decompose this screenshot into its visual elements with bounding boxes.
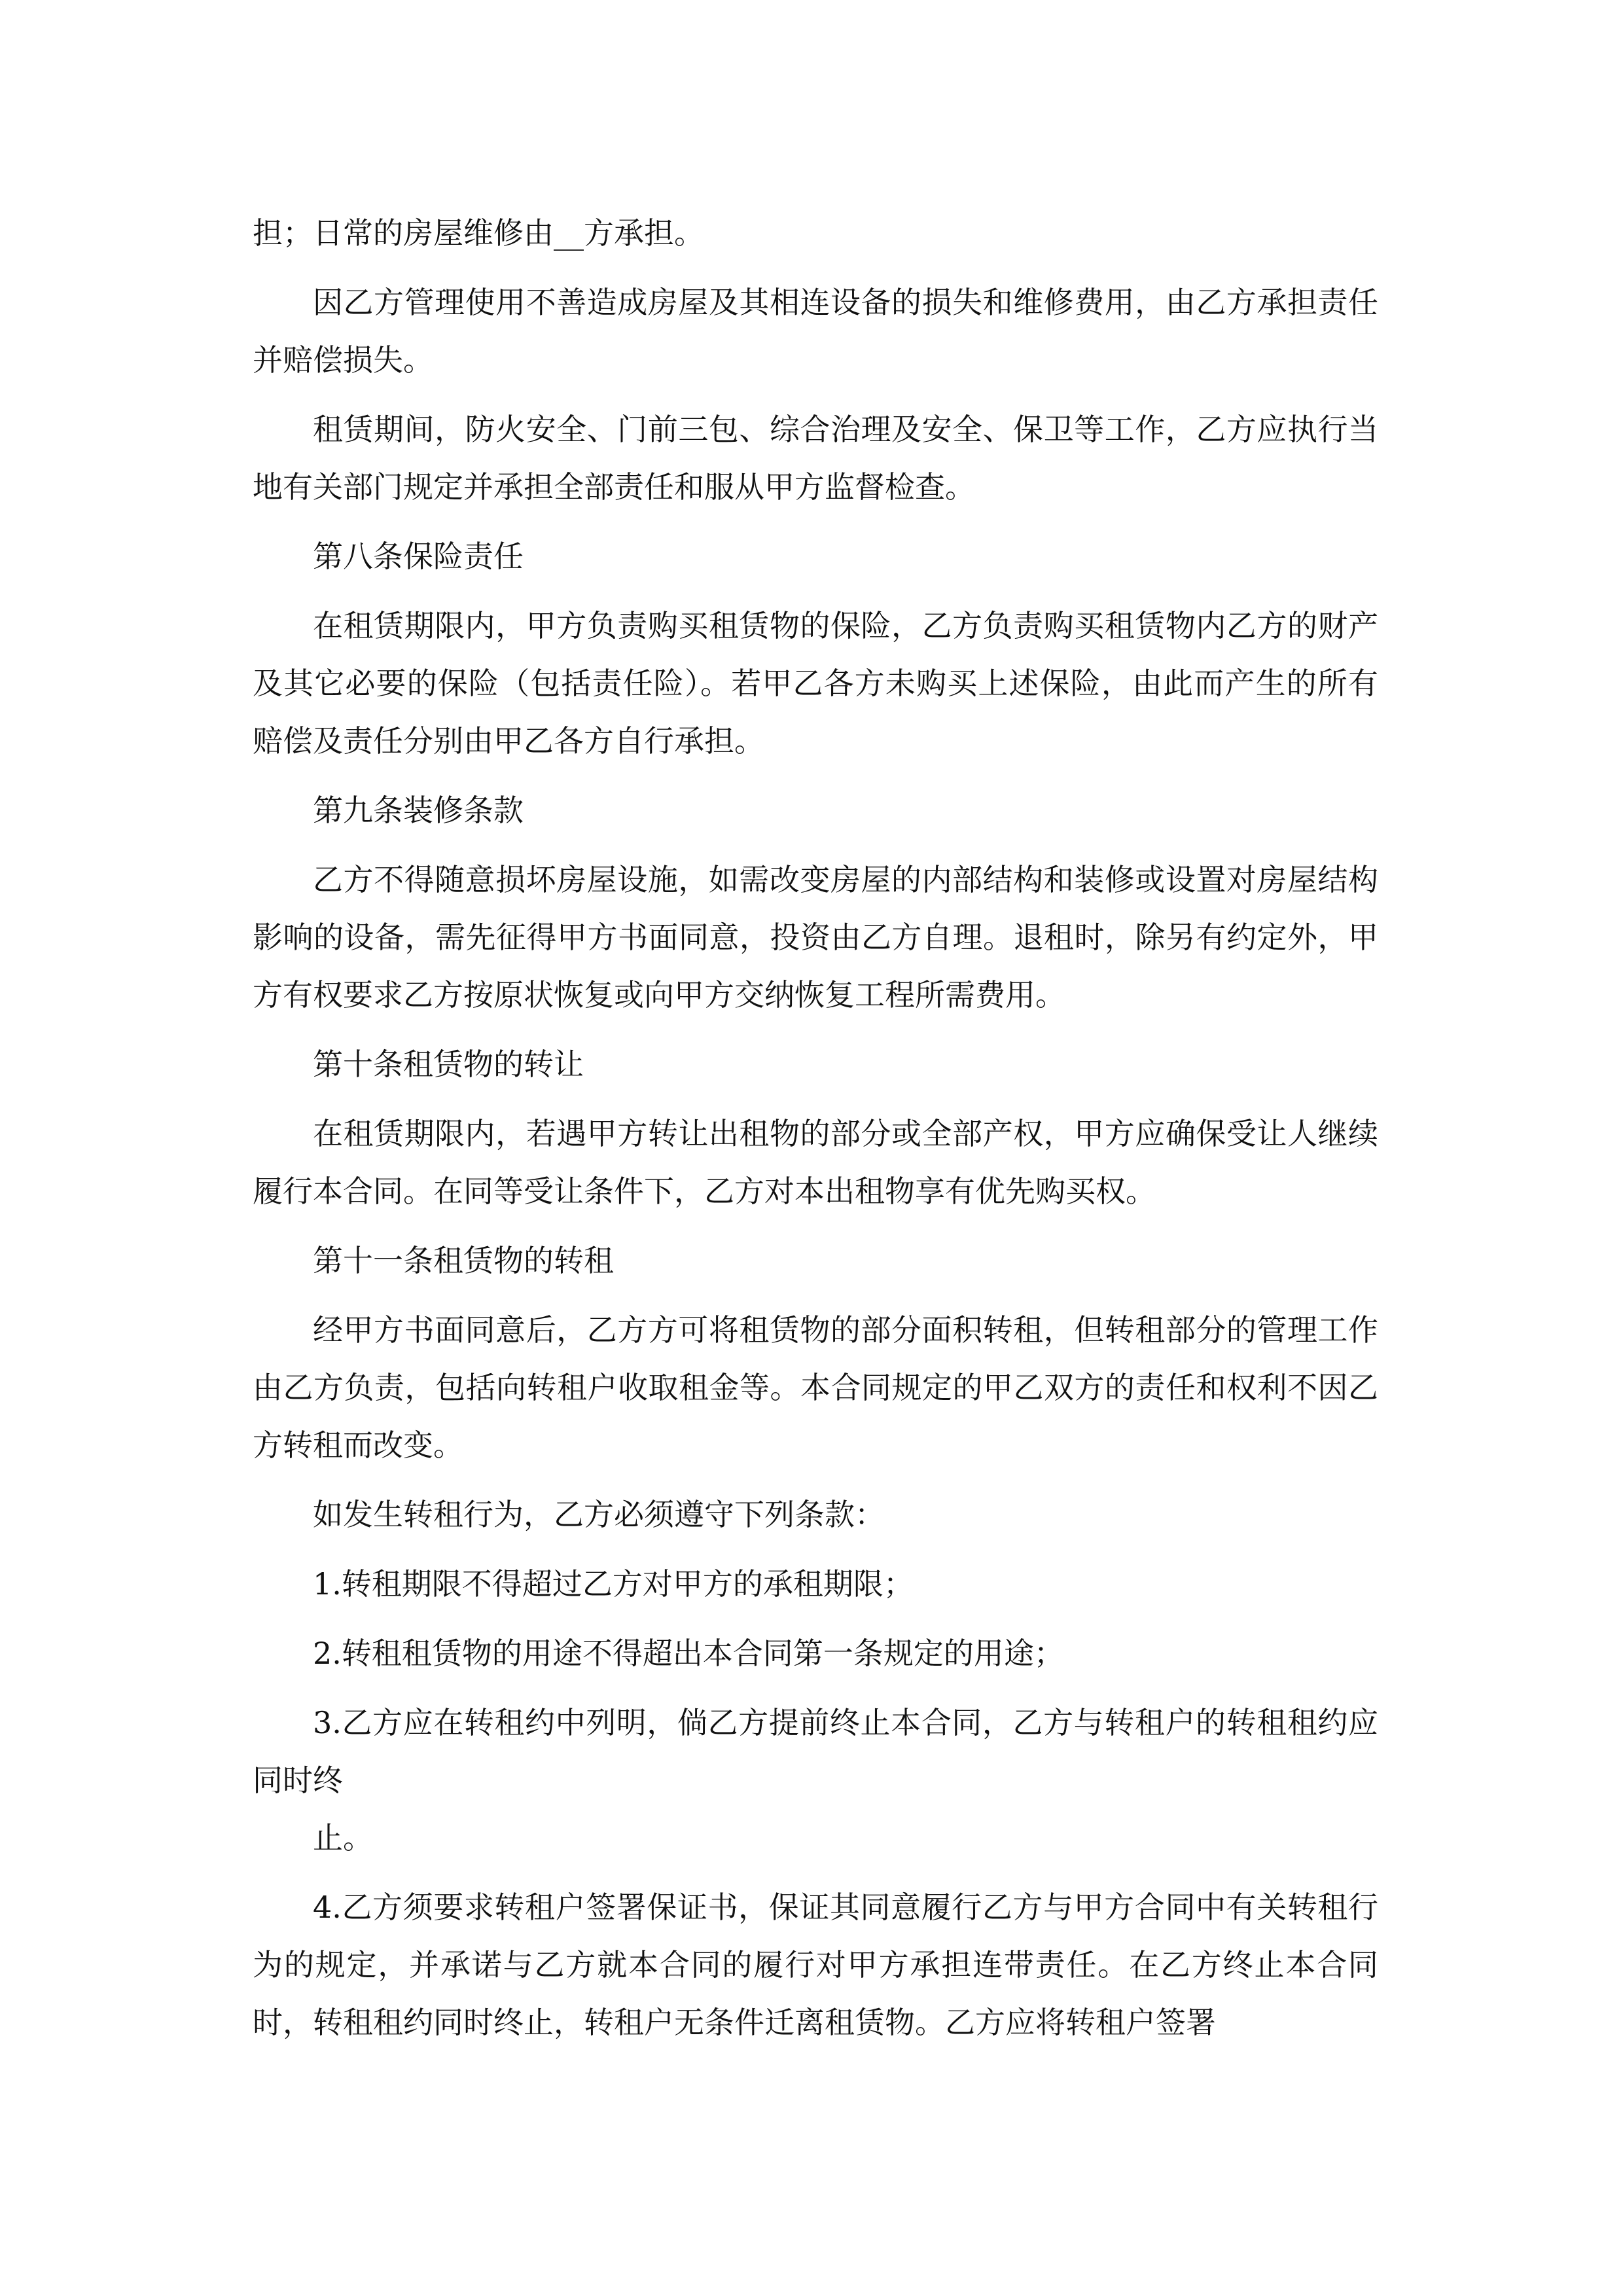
list-item-1: 1.转租期限不得超过乙方对甲方的承租期限；: [313, 1566, 914, 1602]
list-item-3: 3.乙方应在转租约中列明，倘乙方提前终止本合同，乙方与转租户的转租租约应同时终: [253, 1705, 1378, 1798]
article-8-heading: 第八条保险责任: [313, 539, 524, 574]
paragraph-damage-liability: 因乙方管理使用不善造成房屋及其相连设备的损失和维修费用，由乙方承担责任并赔偿损失。: [253, 285, 1378, 378]
list-item-3-continuation: 止。: [313, 1820, 373, 1856]
paragraph-insurance: 在租赁期限内，甲方负责购买租赁物的保险，乙方负责购买租赁物内乙方的财产及其它必要的保险（包括责任险）。若甲乙各方未购买上述保险，由此而产生的所有赔偿及责任分别由甲乙各方自行承担。: [253, 608, 1378, 759]
article-11-heading: 第十一条租赁物的转租: [313, 1243, 614, 1278]
list-item-4: 4.乙方须要求转租户签署保证书，保证其同意履行乙方与甲方合同中有关转租行为的规定，并承诺与乙方就本合同的履行对甲方承担连带责任。在乙方终止本合同时，转租租约同时终止，转租户无条件迁离租赁物。乙方应将转租户签署: [253, 1890, 1378, 2040]
document-body: [253, 204, 1378, 2063]
list-item-2: 2.转租租赁物的用途不得超出本合同第一条规定的用途；: [313, 1636, 1064, 1671]
paragraph-continuation: 担；日常的房屋维修由__方承担。: [253, 215, 704, 251]
paragraph-safety-duties: 租赁期间，防火安全、门前三包、综合治理及安全、保卫等工作，乙方应执行当地有关部门规定并承担全部责任和服从甲方监督检查。: [253, 412, 1378, 505]
paragraph-sublease: 经甲方书面同意后，乙方方可将租赁物的部分面积转租，但转租部分的管理工作由乙方负责，包括向转租户收取租金等。本合同规定的甲乙双方的责任和权利不因乙方转租而改变。: [253, 1312, 1378, 1463]
paragraph-sublease-terms-intro: 如发生转租行为，乙方必须遵守下列条款：: [313, 1497, 885, 1532]
paragraph-transfer: 在租赁期限内，若遇甲方转让出租物的部分或全部产权，甲方应确保受让人继续履行本合同。在同等受让条件下，乙方对本出租物享有优先购买权。: [253, 1116, 1378, 1209]
paragraph-renovation: 乙方不得随意损坏房屋设施，如需改变房屋的内部结构和装修或设置对房屋结构影响的设备，需先征得甲方书面同意，投资由乙方自理。退租时，除另有约定外，甲方有权要求乙方按原状恢复或向甲方交纳恢复工程所需费用。: [253, 862, 1378, 1013]
article-9-heading: 第九条装修条款: [313, 793, 524, 828]
article-10-heading: 第十条租赁物的转让: [313, 1047, 584, 1082]
